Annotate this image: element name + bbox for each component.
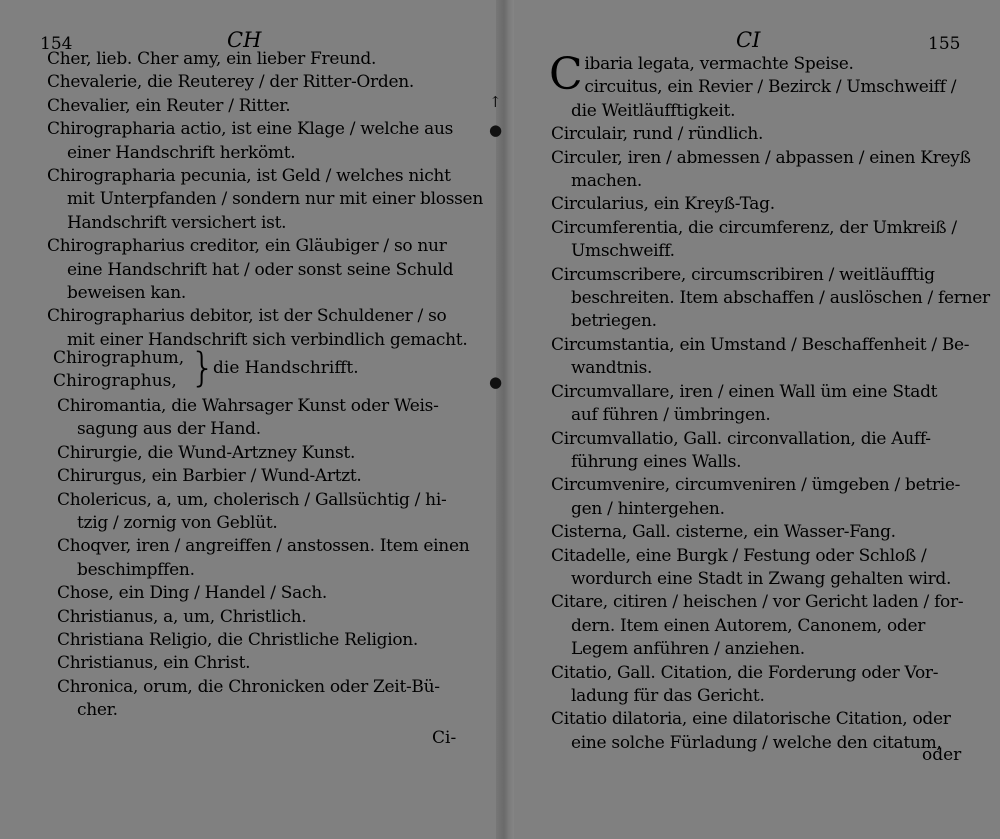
entry-headword-line: Cher, lieb. Cher amy, ein lieber Freund. [47,49,377,69]
entry-headword-line: Circumvallatio, Gall. circonvallation, die Auff- [551,428,931,449]
entry-headword-line: Cisterna, Gall. cisterne, ein Wasser-Fang. [551,522,896,543]
dictionary-entry [57,489,490,536]
entry-continuation-line: die Weitläufftigkeit. [571,100,736,121]
entry-headword-line: Chiromantia, die Wahrsager Kunst oder Weis- [57,396,439,416]
dictionary-entry [551,474,1000,521]
catchword: oder [922,745,962,765]
dictionary-entry [551,193,1000,216]
entry-headword-line: Choqver, iren / angreiffen / anstossen. Item einen [57,536,470,557]
page-number: 154 [40,34,73,54]
catchword: Ci- [432,728,457,748]
gutter-mark: ● [489,121,503,139]
dictionary-entry [551,217,1000,264]
dictionary-entry [57,535,490,582]
dictionary-entry [551,545,1000,592]
dictionary-entry [57,582,490,605]
left-entry-list-continued [57,395,490,723]
entry-headword-line: Circumstantia, ein Umstand / Beschaffenheit / Be- [551,334,970,355]
entry-headword-line: circuitus, ein Revier / Bezirck / Umschweiff / [584,77,957,98]
entry-continuation-line: ladung für das Gericht. [571,685,765,706]
running-head: CI [736,28,761,52]
entry-headword-line: Christianus, a, um, Christlich. [57,606,307,627]
entry-headword-line: Chevalier, ein Reuter / Ritter. [47,95,291,116]
dictionary-entry [551,381,1000,428]
entry-continuation-line: betriegen. [571,311,657,332]
brace-meaning: die Handschrifft. [213,358,359,378]
entry-headword-line: Circuler, iren / abmessen / abpassen / einen Kreyß [551,147,971,168]
entry-headword-line: Christianus, ein Christ. [57,653,251,674]
entry-headword-line: Chronica, orum, die Chronicken oder Zeit-Bü- [57,676,440,697]
running-head: CH [227,28,262,52]
entry-headword-line: Chevalerie, die Reuterey / der Ritter-Orden. [47,72,414,93]
entry-headword-line: Chirographaria pecunia, ist Geld / welches nicht [47,166,451,187]
left-page [0,0,490,839]
entry-headword-line: Chose, ein Ding / Handel / Sach. [57,583,327,604]
dictionary-entry [57,395,490,442]
dictionary-entry [551,521,1000,544]
entry-headword-line: Christiana Religio, die Christliche Religion. [57,630,419,651]
dictionary-entry [57,442,490,465]
entry-continuation-line: wordurch eine Stadt in Zwang gehalten wird. [571,568,952,589]
entry-continuation-line: mit Unterpfanden / sondern nur mit einer blossen [67,189,483,210]
dictionary-entry [551,123,1000,146]
entry-headword-line: Chirographaria actio, ist eine Klage / welche aus [47,119,454,140]
entry-continuation-line: cher. [77,700,118,721]
left-entry-list [47,48,490,352]
dictionary-entry [57,606,490,629]
entry-continuation-line: führung eines Walls. [571,451,742,472]
entry-headword-line: Citadelle, eine Burgk / Festung oder Schloß / [551,545,927,566]
entry-continuation-line: dern. Item einen Autorem, Canonem, oder [571,615,926,636]
dictionary-entry [47,165,490,235]
entry-continuation-line: machen. [571,171,643,192]
dictionary-entry [47,118,490,165]
right-page [518,0,1000,839]
dictionary-entry [57,465,490,488]
dictionary-entry [57,676,490,723]
entry-continuation-line: eine Handschrift hat / oder sonst seine Schuld [67,259,454,280]
entry-continuation-line: beschreiten. Item abschaffen / auslöschen / ferner [571,288,990,309]
entry-headword-line: Circumscribere, circumscribiren / weitläufftig [551,264,935,285]
entry-continuation-line: eine solche Fürladung / welche den citatum, [571,732,942,753]
gutter-mark: ↑ [489,93,502,111]
entry-continuation-line: beschimpffen. [77,559,195,580]
dictionary-entry [57,629,490,652]
brace-symbol: } [190,345,216,391]
entry-continuation-line: Legem anführen / anziehen. [571,639,805,660]
entry-continuation-line: gen / hintergehen. [571,498,725,519]
entry-continuation-line: mit einer Handschrift sich verbindlich gemacht. [67,329,468,350]
entry-continuation-line: Handschrift versichert ist. [67,212,287,233]
entry-headword-line: Chirographarius debitor, ist der Schuldener / so [47,306,447,327]
dictionary-entry [551,147,1000,194]
entry-headword-line: Chirurgus, ein Barbier / Wund-Artzt. [57,466,362,487]
entry-headword-line: Circumvenire, circumveniren / ümgeben / betrie- [551,475,961,496]
entry-headword-line: Citare, citiren / heischen / vor Gericht laden / for- [551,592,964,613]
entry-continuation-line: sagung aus der Hand. [77,419,261,440]
entry-continuation-line: Umschweiff. [571,241,675,262]
gutter-mark: ● [489,373,503,391]
dictionary-entry [57,652,490,675]
entry-continuation-line: wandtnis. [571,358,653,379]
dictionary-entry [47,48,490,71]
dictionary-entry [47,235,490,305]
brace-term: Chirographus, [53,371,177,391]
entry-continuation-line: beweisen kan. [67,283,187,304]
entry-headword-line: Circumferentia, die circumferenz, der Umkreiß / [551,217,957,238]
drop-cap-initial: C [549,49,583,100]
entry-headword-line: Citatio dilatoria, eine dilatorische Citation, oder [551,709,951,730]
dictionary-entry [47,95,490,118]
entry-headword-line: Circumvallare, iren / einen Wall üm eine Stadt [551,381,938,402]
brace-term: Chirographum, [53,348,185,368]
page-number: 155 [928,34,961,54]
right-entry-list [549,49,1000,755]
entry-headword-line: Chirographarius creditor, ein Gläubiger / so nur [47,236,447,257]
entry-continuation-line: einer Handschrift herkömt. [67,142,296,163]
dictionary-entry [551,264,1000,334]
entry-headword-line: ibaria legata, vermachte Speise. [584,54,854,74]
dictionary-entry [47,305,490,352]
dictionary-entry [551,76,1000,123]
entry-continuation-line: tzig / zornig von Geblüt. [77,513,278,534]
entry-headword-line: Cholericus, a, um, cholerisch / Gallsüchtig / hi- [57,489,447,510]
dictionary-entry [47,71,490,94]
right-page-header [518,28,1000,54]
entry-headword-line: Chirurgie, die Wund-Artzney Kunst. [57,442,356,463]
entry-headword-line: Citatio, Gall. Citation, die Forderung oder Vor- [551,662,939,683]
brace-group [53,347,473,393]
entry-headword-line: Circularius, ein Kreyß-Tag. [551,194,775,215]
dictionary-entry [551,662,1000,709]
dictionary-entry [551,591,1000,661]
dictionary-entry [551,428,1000,475]
entry-headword-line: Circulair, rund / ründlich. [551,124,764,145]
dictionary-entry [551,334,1000,381]
entry-continuation-line: auf führen / ümbringen. [571,405,771,426]
